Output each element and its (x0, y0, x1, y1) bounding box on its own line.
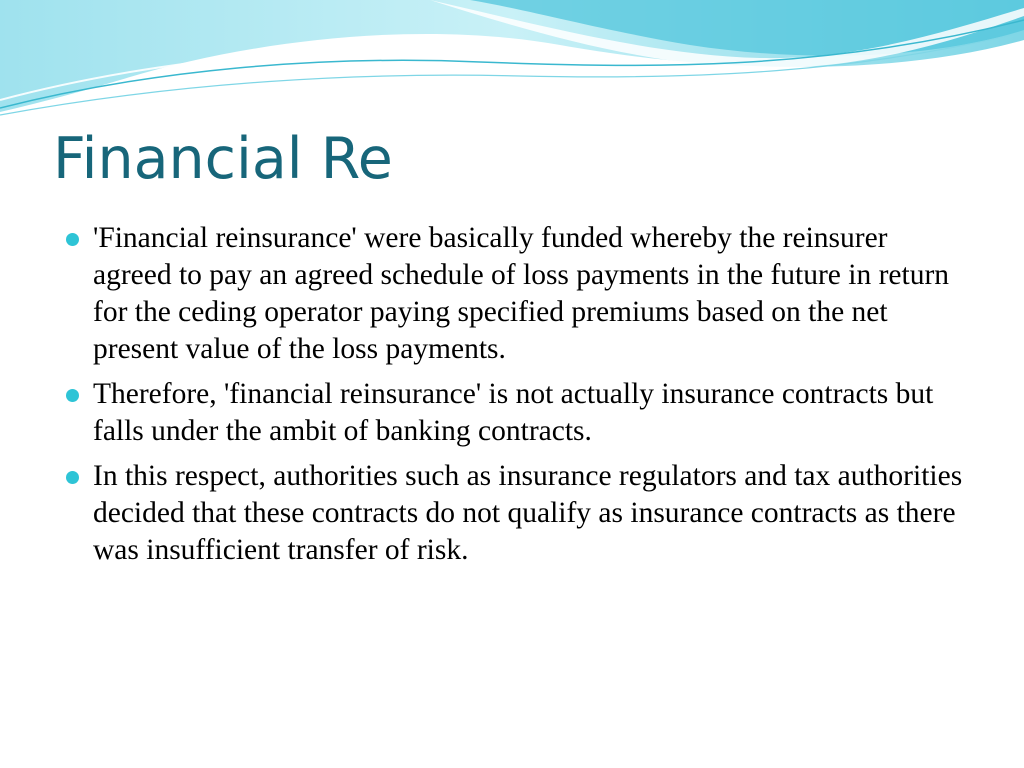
bullet-list (66, 220, 966, 577)
bullet-item (66, 458, 966, 569)
bullet-dot-icon (66, 389, 79, 402)
bullet-item (66, 220, 966, 368)
bullet-item (66, 376, 966, 450)
bullet-dot-icon (66, 233, 79, 246)
header-wave-decoration (0, 0, 1024, 130)
bullet-text: Therefore, 'financial reinsurance' is not actually insurance contracts but falls under the ambit of banking contracts. (93, 378, 934, 447)
slide-title: Financial Re (53, 126, 393, 192)
bullet-text: 'Financial reinsurance' were basically funded whereby the reinsurer agreed to pay an agreed schedule of loss payments in the future in return for the ceding operator paying specified premiums based on the net present value of the loss payments. (93, 222, 950, 365)
bullet-text: In this respect, authorities such as insurance regulators and tax authorities decided that these contracts do not qualify as insurance contracts as there was insufficient transfer of risk. (93, 460, 963, 566)
bullet-dot-icon (66, 471, 79, 484)
